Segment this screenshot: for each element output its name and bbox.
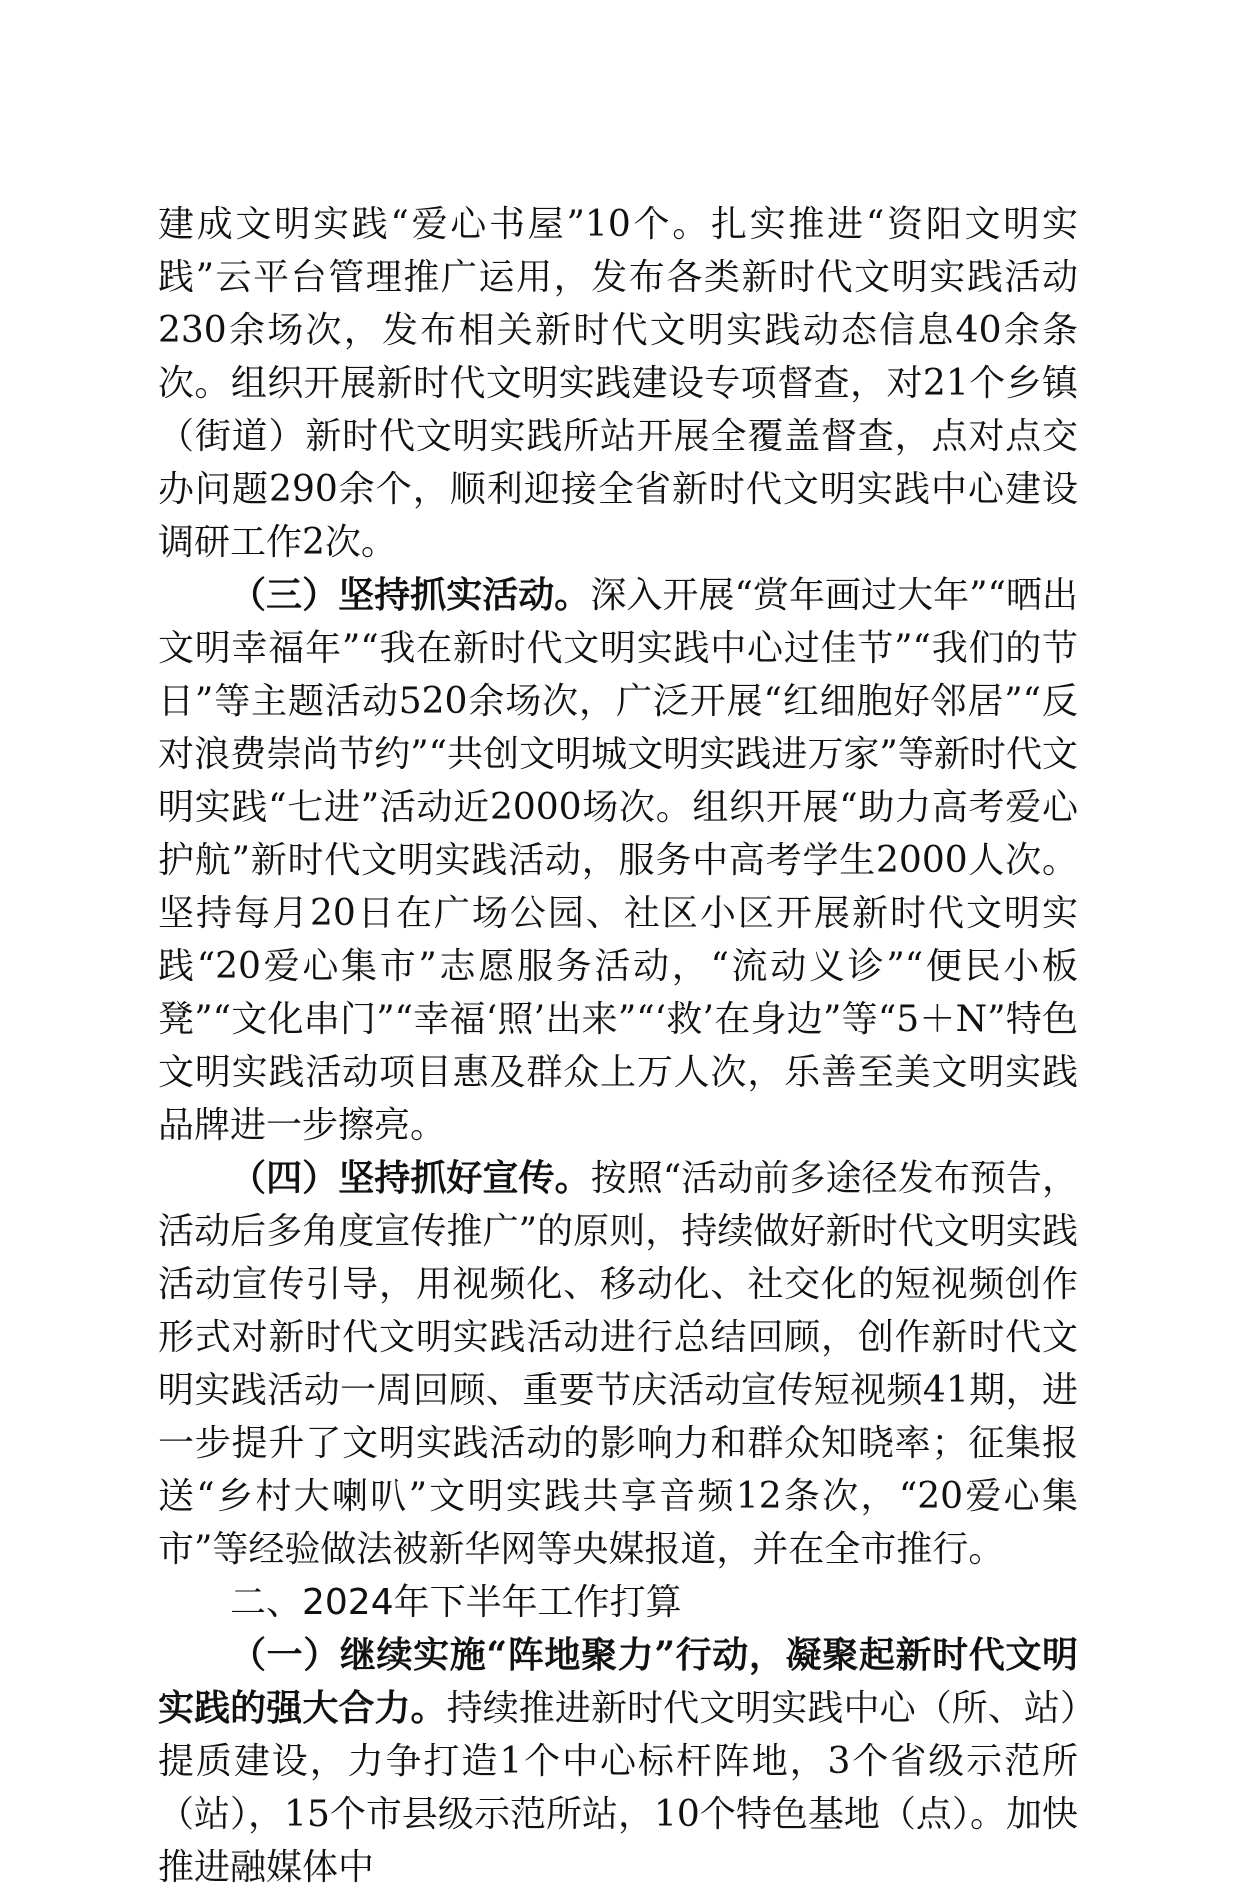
paragraph-lead: （三）坚持抓实活动。 [230,574,591,616]
paragraph-text: 按照“活动前多途径发布预告，活动后多角度宣传推广”的原则，持续做好新时代文明实践活动宣传引导，用视频化、移动化、社交化的短视频创作形式对新时代文明实践活动进行总结回顾，创作新时代文明实践活动一周回顾、重要节庆活动宣传短视频41期，进一步提升了文明实践活动的影响力和群众知晓率；征集报送“乡村大喇叭”文明实践共享音频12条次，“20爱心集市”等经验做法被新华网等央媒报道，并在全市推行。 [158,1158,1078,1570]
section-heading: 二、2024年下半年工作打算 [230,1582,682,1623]
paragraph-plan-first [158,1629,1078,1894]
paragraph-publicity [158,1152,1078,1576]
paragraph-text: 建成文明实践“爱心书屋”10个。扎实推进“资阳文明实践”云平台管理推广运用，发布各类新时代文明实践活动230余场次，发布相关新时代文明实践动态信息40余条次。组织开展新时代文明实践建设专项督查，对21个乡镇（街道）新时代文明实践所站开展全覆盖督查，点对点交办问题290余个，顺利迎接全省新时代文明实践中心建设调研工作2次。 [158,204,1078,563]
paragraph-lead: （四）坚持抓好宣传。 [230,1157,591,1199]
document-page [158,198,1078,1894]
paragraph-lead: （一）继续实施“阵地聚力”行动，凝聚起新时代文明实践的强大合力。 [158,1634,1078,1729]
paragraph-continuation [158,198,1078,569]
paragraph-text: 持续推进新时代文明实践中心（所、站）提质建设，力争打造1个中心标杆阵地，3个省级示范所（站），15个市县级示范所站，10个特色基地（点）。加快推进融媒体中 [158,1688,1078,1888]
paragraph-activities [158,569,1078,1152]
paragraph-text: 深入开展“赏年画过大年”“晒出文明幸福年”“我在新时代文明实践中心过佳节”“我们的节日”等主题活动520余场次，广泛开展“红细胞好邻居”“反对浪费崇尚节约”“共创文明城文明实践进万家”等新时代文明实践“七进”活动近2000场次。组织开展“助力高考爱心护航”新时代文明实践活动，服务中高考学生2000人次。坚持每月20日在广场公园、社区小区开展新时代文明实践“20爱心集市”志愿服务活动，“流动义诊”“便民小板凳”“文化串门”“幸福‘照’出来”“‘救’在身边”等“5＋N”特色文明实践活动项目惠及群众上万人次，乐善至美文明实践品牌进一步擦亮。 [158,575,1078,1146]
